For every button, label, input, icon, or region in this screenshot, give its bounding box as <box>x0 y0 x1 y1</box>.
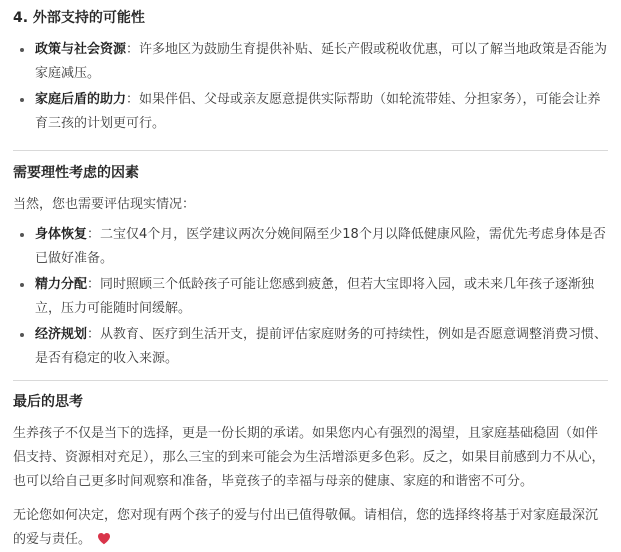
list-item-label: 身体恢复 <box>35 227 88 242</box>
list-item <box>13 88 608 136</box>
list-item <box>13 223 608 271</box>
section-divider <box>13 150 608 151</box>
bullet-dot-icon <box>20 333 24 337</box>
section-title-rational-factors: 需要理性考虑的因素 <box>13 165 139 181</box>
list-item <box>13 273 608 321</box>
bullet-dot-icon <box>20 48 24 52</box>
list-item-label: 政策与社会资源 <box>35 42 127 57</box>
list-item-text: ：同时照顾三个低龄孩子可能让您感到疲惫，但若大宝即将入园，或未来几年孩子逐渐独立，压力可能随时间缓解。 <box>35 277 595 316</box>
list-item <box>13 323 608 371</box>
section-divider <box>13 380 608 381</box>
bullet-dot-icon <box>20 233 24 237</box>
list-item-label: 精力分配 <box>35 277 88 292</box>
final-paragraph-2-text: 无论您如何决定，您对现有两个孩子的爱与付出已值得敬佩。请相信，您的选择终将基于对家庭最深沉的爱与责任。 <box>13 508 599 547</box>
list-item <box>13 38 608 86</box>
list-item-text: ：许多地区为鼓励生育提供补贴、延长产假或税收优惠，可以了解当地政策是否能为家庭减压。 <box>35 42 608 81</box>
section-title-final-thoughts: 最后的思考 <box>13 394 83 410</box>
list-item-text: ：二宝仅4个月，医学建议两次分娩间隔至少18个月以降低健康风险，需优先考虑身体是否已做好准备。 <box>35 227 606 266</box>
section-title-external-support: 4. 外部支持的可能性 <box>13 10 145 26</box>
list-item-label: 经济规划 <box>35 327 88 342</box>
rational-factors-list <box>13 223 608 371</box>
final-paragraph-1: 生养孩子不仅是当下的选择，更是一份长期的承诺。如果您内心有强烈的渴望，且家庭基础稳固（如伴侣支持、资源相对充足），那么三宝的到来可能会为生活增添更多色彩。反之，如果目前感到力不从心，也可以给自己更多时间观察和准备，毕竟孩子的幸福与母亲的健康、家庭的和谐密不可分。 <box>13 426 605 489</box>
external-support-list <box>13 38 608 136</box>
bullet-dot-icon <box>20 283 24 287</box>
final-paragraph-2 <box>13 504 608 552</box>
heart-icon <box>97 532 111 545</box>
list-item-text: ：如果伴侣、父母或亲友愿意提供实际帮助（如轮流带娃、分担家务），可能会让养育三孩的计划更可行。 <box>35 92 601 131</box>
list-item-text: ：从教育、医疗到生活开支，提前评估家庭财务的可持续性，例如是否愿意调整消费习惯、是否有稳定的收入来源。 <box>35 327 608 366</box>
list-item-label: 家庭后盾的助力 <box>35 92 127 107</box>
bullet-dot-icon <box>20 98 24 102</box>
consider-intro-text: 当然，您也需要评估现实情况： <box>13 197 196 212</box>
response-content <box>13 0 608 552</box>
